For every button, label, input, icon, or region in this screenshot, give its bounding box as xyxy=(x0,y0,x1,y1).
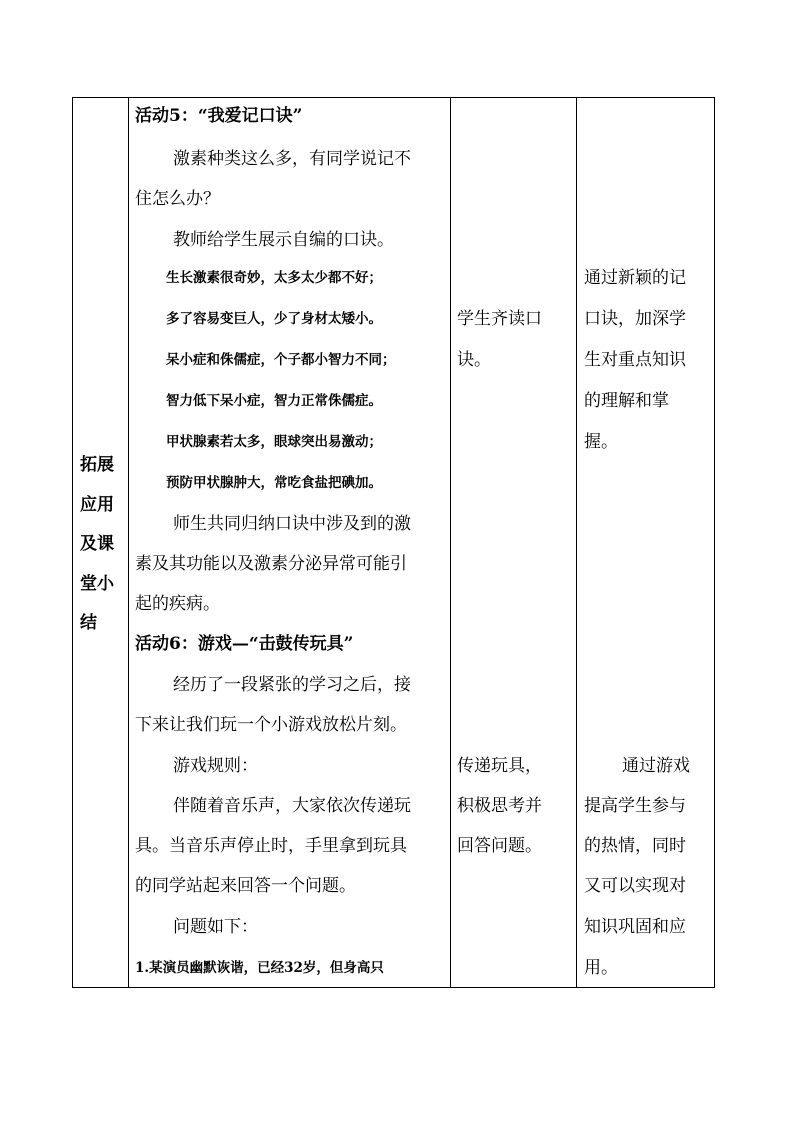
student-activity-text: 回答问题。 xyxy=(457,836,542,856)
design-intent-text: 通过游戏 xyxy=(622,756,690,776)
design-intent-text: 握。 xyxy=(584,432,618,452)
design-intent-text: 的理解和掌 xyxy=(584,391,669,411)
activity6-title: 活动6：游戏—“击鼓传玩具” xyxy=(135,634,354,654)
table-border-bottom xyxy=(72,987,715,988)
question-item: 1.某演员幽默诙谐，已经32岁，但身高只 xyxy=(135,960,384,976)
poem-line: 生长激素很奇妙，太多太少都不好； xyxy=(166,270,382,286)
student-activity-text: 传递玩具， xyxy=(457,756,542,776)
game-rules-label: 游戏规则： xyxy=(173,756,258,776)
poem-line: 多了容易变巨人，少了身材太矮小。 xyxy=(166,311,382,327)
stage-label-line: 拓展 xyxy=(80,455,114,475)
design-intent-text: 知识巩固和应 xyxy=(584,917,686,937)
stage-label-line: 结 xyxy=(80,613,97,633)
student-activity-text: 学生齐读口 xyxy=(457,309,542,329)
game-rules-text: 伴随着音乐声，大家依次传递玩 xyxy=(173,796,411,816)
activity6-paragraph: 下来让我们玩一个小游戏放松片刻。 xyxy=(135,715,407,735)
activity6-paragraph: 经历了一段紧张的学习之后，接 xyxy=(173,675,411,695)
activity5-title: 活动5：“我爱记口诀” xyxy=(135,106,303,126)
table-divider-3 xyxy=(576,97,577,988)
student-activity-text: 积极思考并 xyxy=(457,796,542,816)
poem-line: 呆小症和侏儒症，个子都小智力不同； xyxy=(166,352,396,368)
poem-line: 智力低下呆小症，智力正常侏儒症。 xyxy=(166,393,382,409)
design-intent-text: 生对重点知识 xyxy=(584,350,686,370)
stage-label-line: 应用 xyxy=(80,495,114,515)
table-border-top xyxy=(72,97,715,98)
table-divider-2 xyxy=(450,97,451,988)
design-intent-text: 提高学生参与 xyxy=(584,796,686,816)
design-intent-text: 又可以实现对 xyxy=(584,876,686,896)
poem-line: 甲状腺素若太多，眼球突出易激动； xyxy=(166,434,382,450)
stage-label-line: 及课 xyxy=(80,534,114,554)
table-border-right xyxy=(714,97,715,988)
design-intent-text: 用。 xyxy=(584,958,618,978)
activity5-summary: 素及其功能以及激素分泌异常可能引 xyxy=(135,554,407,574)
table-divider-1 xyxy=(128,97,129,988)
design-intent-text: 的热情，同时 xyxy=(584,836,686,856)
poem-line: 预防甲状腺肿大，常吃食盐把碘加。 xyxy=(166,475,382,491)
game-rules-text: 具。当音乐声停止时，手里拿到玩具 xyxy=(135,836,407,856)
activity5-paragraph: 住怎么办？ xyxy=(135,189,220,209)
activity5-paragraph: 激素种类这么多，有同学说记不 xyxy=(173,149,411,169)
student-activity-text: 诀。 xyxy=(457,350,491,370)
game-rules-text: 的同学站起来回答一个问题。 xyxy=(135,876,356,896)
table-border-left xyxy=(72,97,73,988)
activity5-summary: 师生共同归纳口诀中涉及到的激 xyxy=(173,514,411,534)
design-intent-text: 通过新颖的记 xyxy=(584,268,686,288)
questions-label: 问题如下： xyxy=(173,917,258,937)
activity5-paragraph: 教师给学生展示自编的口诀。 xyxy=(173,230,394,250)
stage-label-line: 堂小 xyxy=(80,574,114,594)
design-intent-text: 口诀，加深学 xyxy=(584,309,686,329)
activity5-summary: 起的疾病。 xyxy=(135,594,220,614)
